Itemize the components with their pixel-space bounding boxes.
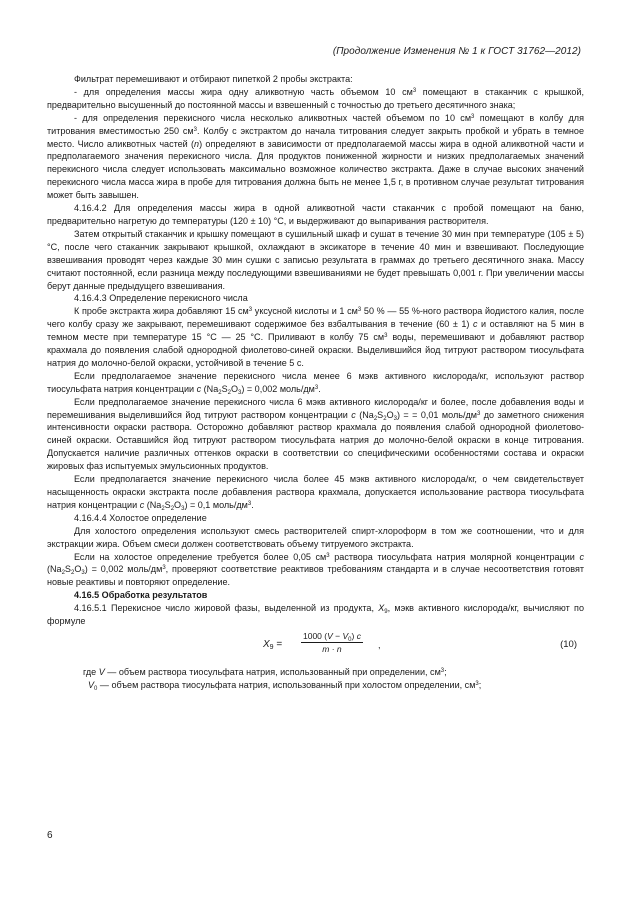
running-header: (Продолжение Изменения № 1 к ГОСТ 31762—2012) — [332, 46, 581, 57]
paragraph: Если на холостое определение требуется более 0,05 $см^3$ раствора тиосульфата натрия молярной концентрации c $(Na_2S_2O_3) = 0,002$ моль/$дм^3$, проверяют соответствие реактивов требованиям стандарта и в случае несоответствия готовят новые реактивы и повторяют определение. — [47, 551, 584, 588]
page-number: 6 — [47, 830, 53, 841]
paragraph: 4.16.5.1 Перекисное число жировой фазы, выделенной из продукта, $X_9$, мэкв активного кислорода/кг, вычисляют по формуле — [47, 603, 584, 627]
paragraph: - для определения массы жира одну аликвотную часть объемом 10 $см^3$ помещают в стаканчик с крышкой, предварительно высушенный до постоянной массы и взвешенный с точностью до третьего десятичного знака; — [47, 86, 584, 110]
formula-lhs: $X_9$ = — [263, 638, 283, 651]
paragraph: Если предполагается значение перекисного числа более 45 мэкв активного кислорода/кг, о чем свидетельствует насыщенность окраски экстракта после добавления раствора крахмала, допускается использование раствора тиосульфата натрия концентрации c $(Na_2S_2O_3) = 0,1$ моль/$дм^3$. — [47, 474, 584, 512]
paragraph: К пробе экстракта жира добавляют 15 $см^3$ уксусной кислоты и 1 $см^3$ 50 % — 55 %-ного раствора йодистого калия, после чего колбу сразу же закрывают, перемешивают содержимое без взбалтывания в течение (60 ± 1) c и оставляют на 5 мин в темном месте при температуре 15 °С — 25 °С. Приливают в колбу 75 $см^3$ воды, перемешивают и добавляют раствор крахмала до появления слабой однородной фиолетово-синей окраски. Выделившийся йод титруют раствором тиосульфата натрия до молочно-белой окраски, устойчивой в течение 5 с. — [47, 306, 585, 368]
paragraph: 4.16.4.4 Холостое определение — [74, 512, 207, 523]
paragraph: 4.16.5 Обработка результатов — [74, 590, 208, 601]
body-text — [47, 73, 584, 692]
paragraph: - для определения перекисного числа несколько аликвотных частей объемом по 10 $см^3$ помещают в колбу для титрования вместимостью 250 $см^3$. Колбу с экстрактом до начала титрования следует закрыть пробкой и убрать в темное место. Число аликвотных частей (n) определяют в зависимости от предполагаемой массы жира в одной аликвотной части и предполагаемого значения перекисного числа. Для продуктов пониженной жирности и низких предполагаемых значений перекисного числа следует использовать максимально возможное количество экстракта. Даже в случае высоких значений перекисного числа масса жира в пробе для титрования должна быть не менее 1,5 г, в противном случае результат титрования может быть завышен. — [47, 112, 584, 201]
formula-10 — [47, 630, 584, 664]
paragraph: Если предполагаемое значение перекисного числа менее 6 мэкв активного кислорода/кг, используют раствор тиосульфата натрия концентрации c $(Na_2S_2O_3) = 0,002$ моль/$дм^3$. — [47, 370, 584, 396]
paragraph: Фильтрат перемешивают и отбирают пипеткой 2 пробы экстракта: — [74, 74, 353, 84]
where-definition-v0: $V_0$ — объем раствора тиосульфата натрия, использованный при холостом определении, $см^3$; — [88, 679, 482, 692]
formula-denominator: m · n — [322, 643, 342, 654]
paragraph: Затем открытый стаканчик и крышку помещают в сушильный шкаф и сушат в течение 30 мин при температуре (105 ± 5) °С, после чего стаканчик закрывают крышкой, охлаждают в эксикаторе в течение 40 мин и взвешивают. Последующие взвешивания проводят через каждые 30 мин сушки с записью результата в граммах до третьего десятичного знака. Массу считают постоянной, если разница между последующими взвешиваниями не будет превышать 0,001 г. При увеличении массы берут данные предыдущего взвешивания. — [47, 228, 584, 291]
formula-trailing-comma: , — [378, 639, 381, 650]
formula-numerator: 1000 $(V - V_0)$ c — [303, 630, 361, 643]
paragraph: Если предполагаемое значение перекисного числа 6 мэкв активного кислорода/кг и более, после добавления воды и перемешивания выделившийся йод титруют раствором концентрации c $(Na_2S_2O_3)$ = = 0,01 моль/$дм^3$ до заметного снижения интенсивности окраски раствора. Осторожно добавляют раствор крахмала до появления слабой однородной фиолетово-синей окраски. Оставшийся йод титруют раствором тиосульфата натрия до молочно-белой окраски в конце титрования. Допускается наличие различных оттенков окраски в соответствии со специфическими особенностями состава и окраски жировых фаз испытуемых эмульсионных продуктов. — [47, 396, 584, 472]
paragraph: Для холостого определения используют смесь растворителей спирт-хлороформ в том же соотношении, что и для экстракции жира. Объем смеси должен соответствовать объему титруемого экстракта. — [47, 525, 584, 549]
equation-number: (10) — [560, 638, 577, 650]
paragraph: 4.16.4.2 Для определения массы жира в одной аликвотной части стаканчик с пробой помещают на баню, предварительно нагретую до температуры (120 ± 10) °С, и выдерживают до выпаривания растворителя. — [47, 203, 584, 226]
formula-fraction — [301, 630, 363, 655]
paragraph: 4.16.4.3 Определение перекисного числа — [74, 293, 248, 304]
paragraph-list — [47, 73, 584, 628]
where-definition-v: где V — объем раствора тиосульфата натрия, использованный при определении, $см^3$; — [83, 666, 447, 677]
